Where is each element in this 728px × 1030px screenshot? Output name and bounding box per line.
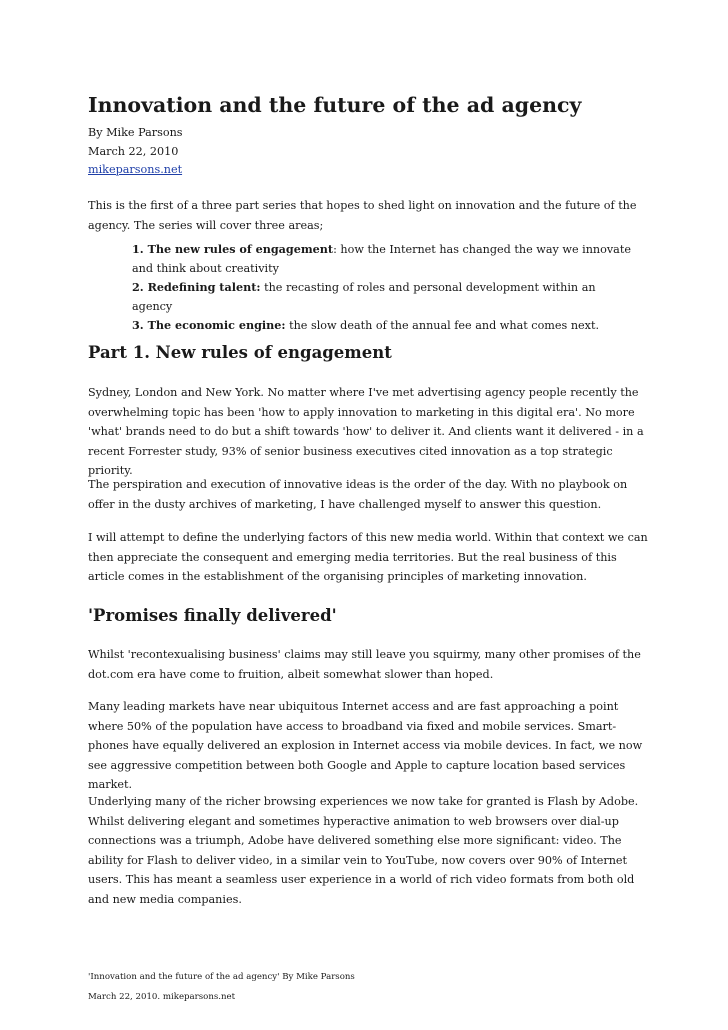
series-item-new-rules bbox=[132, 240, 632, 278]
document-meta bbox=[88, 124, 183, 180]
series-item-text: the recasting of roles and personal development within an agency bbox=[132, 281, 596, 313]
series-item-text: : how the Internet has changed the way we innovate and think about creativity bbox=[132, 243, 631, 275]
series-item-label: 2. Redefining talent: bbox=[132, 280, 261, 294]
author-site-link[interactable]: mikeparsons.net bbox=[88, 163, 183, 176]
series-item-redefining-talent bbox=[132, 278, 632, 316]
series-item-text: the slow death of the annual fee and what comes next. bbox=[285, 319, 600, 332]
footer-line-title: 'Innovation and the future of the ad agency' By Mike Parsons bbox=[88, 972, 355, 982]
footer-line-date: March 22, 2010. mikeparsons.net bbox=[88, 992, 236, 1002]
section-heading-part1: Part 1. New rules of engagement bbox=[88, 343, 392, 362]
byline: By Mike Parsons bbox=[88, 126, 183, 139]
section-heading-promises: 'Promises finally delivered' bbox=[88, 606, 337, 625]
publish-date: March 22, 2010 bbox=[88, 144, 179, 158]
series-item-label: 1. The new rules of engagement bbox=[132, 242, 334, 256]
intro-paragraph: This is the first of a three part series that hopes to shed light on innovation and the future of the agency. The series will cover three areas; bbox=[88, 199, 637, 232]
series-item-economic-engine bbox=[132, 316, 632, 335]
series-list bbox=[132, 240, 632, 335]
paragraph: Whilst 'recontexualising business' claims may still leave you squirmy, many other promises of the dot.com era have come to fruition, albeit somewhat slower than hoped. bbox=[88, 648, 641, 681]
paragraph: The perspiration and execution of innovative ideas is the order of the day. With no playbook on offer in the dusty archives of marketing, I have challenged myself to answer this question. bbox=[88, 478, 628, 511]
series-item-label: 3. The economic engine: bbox=[132, 318, 286, 332]
paragraph: I will attempt to define the underlying factors of this new media world. Within that context we can then appreciate the consequent and emerging media territories. But the real business of this article comes in the establishment of the organising principles of marketing innovation. bbox=[88, 531, 648, 583]
paragraph: Sydney, London and New York. No matter where I've met advertising agency people recently the overwhelming topic has been 'how to apply innovation to marketing in this digital era'. No more 'what' brands need to do but a shift towards 'how' to deliver it. And clients want it delivered - in a recent Forrester study, 93% of senior business executives cited innovation as a top strategic priority. bbox=[88, 386, 644, 477]
document-title: Innovation and the future of the ad agency bbox=[88, 93, 582, 117]
paragraph: Many leading markets have near ubiquitous Internet access and are fast approaching a point where 50% of the population have access to broadband via fixed and mobile services. Smart-phones have equally delivered an explosion in Internet access via mobile devices. In fact, we now see aggressive competition between both Google and Apple to capture location based services market. bbox=[88, 700, 643, 791]
paragraph: Underlying many of the richer browsing experiences we now take for granted is Flash by Adobe. Whilst delivering elegant and sometimes hyperactive animation to web browsers over dial-up connections was a triumph, Adobe have delivered something else more significant: video. The ability for Flash to deliver video, in a similar vein to YouTube, now covers over 90% of Internet users. This has meant a seamless user experience in a world of rich video formats from both old and new media companies. bbox=[88, 795, 639, 906]
